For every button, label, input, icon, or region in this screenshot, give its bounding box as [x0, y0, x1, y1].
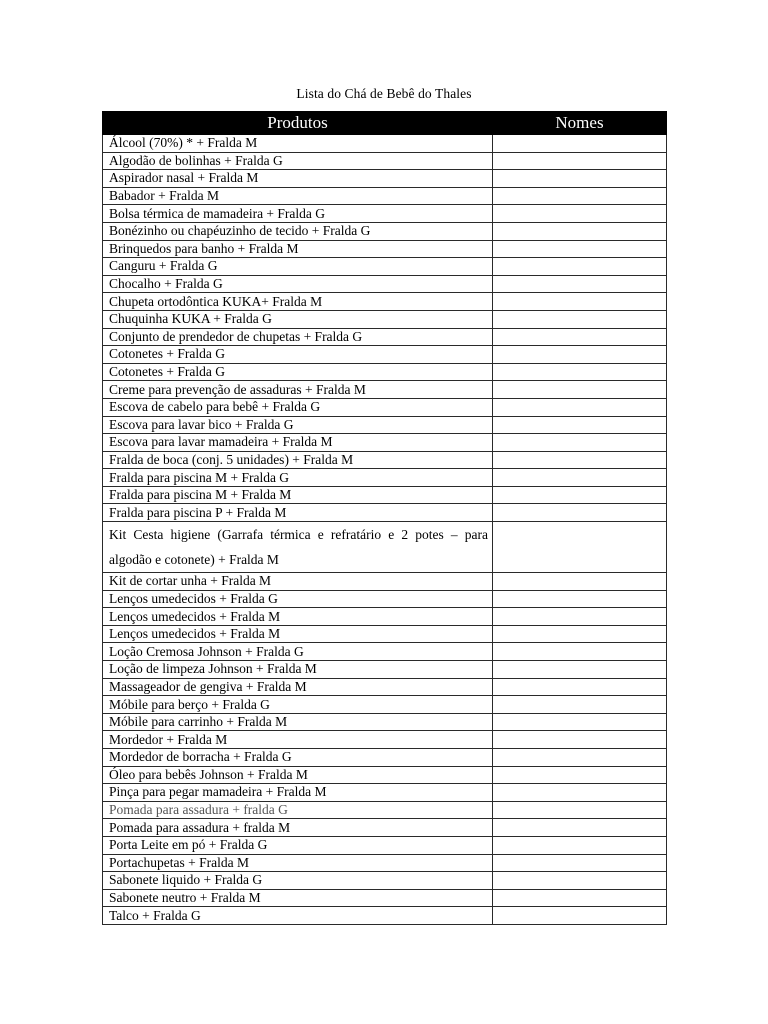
table-body [103, 135, 667, 925]
name-cell[interactable] [493, 854, 667, 872]
name-cell[interactable] [493, 469, 667, 487]
name-cell[interactable] [493, 293, 667, 311]
product-cell: Escova para lavar bico + Fralda G [103, 416, 493, 434]
table-row [103, 889, 667, 907]
product-cell: Loção de limpeza Johnson + Fralda M [103, 661, 493, 679]
product-cell: Lenços umedecidos + Fralda G [103, 590, 493, 608]
name-cell[interactable] [493, 608, 667, 626]
table-row [103, 678, 667, 696]
name-cell[interactable] [493, 222, 667, 240]
name-cell[interactable] [493, 504, 667, 522]
document-title: Lista do Chá de Bebê do Thales [296, 86, 472, 101]
table-row [103, 504, 667, 522]
table-row [103, 135, 667, 153]
table-row [103, 522, 667, 573]
name-cell[interactable] [493, 240, 667, 258]
product-cell: Sabonete neutro + Fralda M [103, 889, 493, 907]
table-header-row [103, 112, 667, 135]
name-cell[interactable] [493, 187, 667, 205]
table-row [103, 749, 667, 767]
table-row [103, 661, 667, 679]
product-cell: Bolsa térmica de mamadeira + Fralda G [103, 205, 493, 223]
table-row [103, 363, 667, 381]
table-row [103, 713, 667, 731]
product-cell: Brinquedos para banho + Fralda M [103, 240, 493, 258]
product-cell: Chupeta ortodôntica KUKA+ Fralda M [103, 293, 493, 311]
product-cell: Chocalho + Fralda G [103, 275, 493, 293]
table-row [103, 907, 667, 925]
table-row [103, 187, 667, 205]
product-cell: Cotonetes + Fralda G [103, 346, 493, 364]
table-row [103, 416, 667, 434]
product-cell: Álcool (70%) * + Fralda M [103, 135, 493, 153]
table-row [103, 293, 667, 311]
name-cell[interactable] [493, 819, 667, 837]
product-cell: Escova para lavar mamadeira + Fralda M [103, 434, 493, 452]
table-row [103, 328, 667, 346]
name-cell[interactable] [493, 872, 667, 890]
product-cell: Óleo para bebês Johnson + Fralda M [103, 766, 493, 784]
product-cell: Móbile para berço + Fralda G [103, 696, 493, 714]
product-cell: Lenços umedecidos + Fralda M [103, 625, 493, 643]
name-cell[interactable] [493, 643, 667, 661]
product-cell: Kit Cesta higiene (Garrafa térmica e refratário e 2 potes – para algodão e cotonete) + Fralda M [103, 522, 493, 573]
product-cell: Mordedor + Fralda M [103, 731, 493, 749]
header-products: Produtos [103, 112, 493, 135]
product-cell: Fralda para piscina M + Fralda G [103, 469, 493, 487]
table-row [103, 222, 667, 240]
product-cell: Sabonete liquido + Fralda G [103, 872, 493, 890]
table-row [103, 696, 667, 714]
table-row [103, 398, 667, 416]
name-cell[interactable] [493, 152, 667, 170]
product-cell: Creme para prevenção de assaduras + Fralda M [103, 381, 493, 399]
name-cell[interactable] [493, 328, 667, 346]
table-row [103, 836, 667, 854]
name-cell[interactable] [493, 731, 667, 749]
name-cell[interactable] [493, 486, 667, 504]
table-row [103, 346, 667, 364]
name-cell[interactable] [493, 346, 667, 364]
name-cell[interactable] [493, 434, 667, 452]
product-cell: Massageador de gengiva + Fralda M [103, 678, 493, 696]
product-cell: Algodão de bolinhas + Fralda G [103, 152, 493, 170]
name-cell[interactable] [493, 573, 667, 591]
name-cell[interactable] [493, 907, 667, 925]
name-cell[interactable] [493, 590, 667, 608]
product-cell: Canguru + Fralda G [103, 258, 493, 276]
product-cell: Pinça para pegar mamadeira + Fralda M [103, 784, 493, 802]
name-cell[interactable] [493, 749, 667, 767]
table-row [103, 766, 667, 784]
name-cell[interactable] [493, 381, 667, 399]
name-cell[interactable] [493, 522, 667, 573]
table-row [103, 625, 667, 643]
table-row [103, 170, 667, 188]
name-cell[interactable] [493, 310, 667, 328]
table-row [103, 275, 667, 293]
product-cell: Kit de cortar unha + Fralda M [103, 573, 493, 591]
product-cell: Loção Cremosa Johnson + Fralda G [103, 643, 493, 661]
table-row [103, 573, 667, 591]
table-row [103, 854, 667, 872]
product-cell: Conjunto de prendedor de chupetas + Fralda G [103, 328, 493, 346]
product-cell: Fralda para piscina P + Fralda M [103, 504, 493, 522]
table-row [103, 590, 667, 608]
table-row [103, 434, 667, 452]
product-cell: Cotonetes + Fralda G [103, 363, 493, 381]
name-cell[interactable] [493, 836, 667, 854]
name-cell[interactable] [493, 713, 667, 731]
product-cell: Porta Leite em pó + Fralda G [103, 836, 493, 854]
table-row [103, 205, 667, 223]
product-cell: Talco + Fralda G [103, 907, 493, 925]
product-cell: Pomada para assadura + fralda M [103, 819, 493, 837]
name-cell[interactable] [493, 678, 667, 696]
name-cell[interactable] [493, 135, 667, 153]
table-row [103, 731, 667, 749]
table-row [103, 310, 667, 328]
name-cell[interactable] [493, 258, 667, 276]
table-row [103, 801, 667, 819]
name-cell[interactable] [493, 889, 667, 907]
name-cell[interactable] [493, 205, 667, 223]
name-cell[interactable] [493, 416, 667, 434]
name-cell[interactable] [493, 661, 667, 679]
product-cell: Mordedor de borracha + Fralda G [103, 749, 493, 767]
gift-list-table [102, 111, 667, 925]
table-row [103, 608, 667, 626]
name-cell[interactable] [493, 398, 667, 416]
table-row [103, 258, 667, 276]
table-row [103, 872, 667, 890]
name-cell[interactable] [493, 451, 667, 469]
table-row [103, 240, 667, 258]
table-row [103, 819, 667, 837]
name-cell[interactable] [493, 170, 667, 188]
product-cell: Aspirador nasal + Fralda M [103, 170, 493, 188]
name-cell[interactable] [493, 784, 667, 802]
product-cell: Pomada para assadura + fralda G [103, 801, 493, 819]
table-row [103, 486, 667, 504]
table-row [103, 469, 667, 487]
name-cell[interactable] [493, 766, 667, 784]
table-row [103, 784, 667, 802]
product-cell: Portachupetas + Fralda M [103, 854, 493, 872]
header-names: Nomes [493, 112, 667, 135]
name-cell[interactable] [493, 696, 667, 714]
name-cell[interactable] [493, 363, 667, 381]
product-cell: Fralda de boca (conj. 5 unidades) + Fralda M [103, 451, 493, 469]
name-cell[interactable] [493, 275, 667, 293]
product-cell: Móbile para carrinho + Fralda M [103, 713, 493, 731]
name-cell[interactable] [493, 625, 667, 643]
table-row [103, 381, 667, 399]
product-cell: Escova de cabelo para bebê + Fralda G [103, 398, 493, 416]
product-cell: Bonézinho ou chapéuzinho de tecido + Fralda G [103, 222, 493, 240]
table-row [103, 643, 667, 661]
table-row [103, 152, 667, 170]
product-cell: Chuquinha KUKA + Fralda G [103, 310, 493, 328]
product-cell: Lenços umedecidos + Fralda M [103, 608, 493, 626]
product-cell: Fralda para piscina M + Fralda M [103, 486, 493, 504]
product-cell: Babador + Fralda M [103, 187, 493, 205]
name-cell[interactable] [493, 801, 667, 819]
table-row [103, 451, 667, 469]
